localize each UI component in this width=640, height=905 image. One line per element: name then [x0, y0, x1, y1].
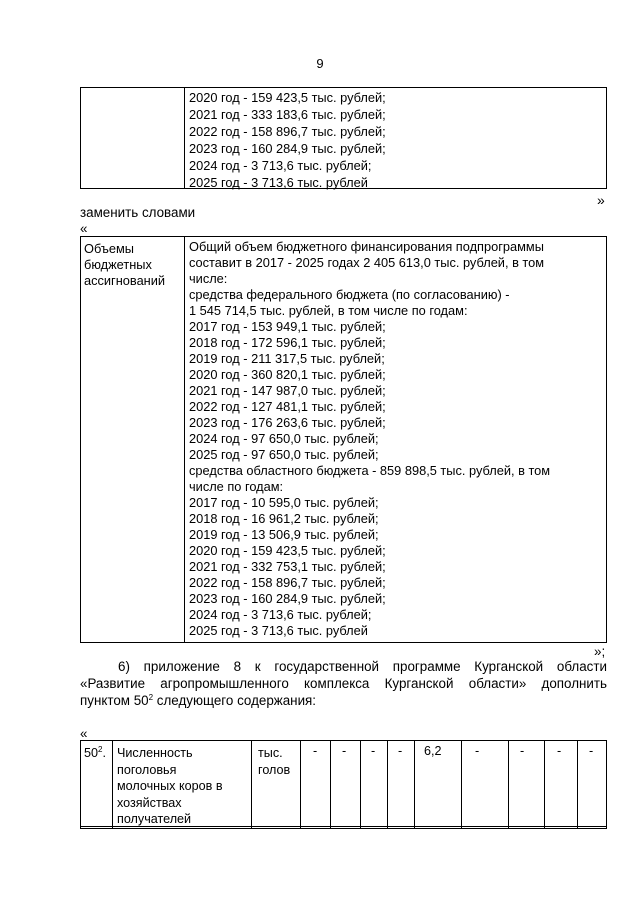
- col-divider: [300, 740, 301, 829]
- year-line: 2022 год - 127 481,1 тыс. рублей;: [189, 399, 386, 414]
- year-line: 2025 год - 97 650,0 тыс. рублей;: [189, 447, 379, 462]
- indicator-line: молочных коров в: [117, 779, 223, 793]
- text-line: 1 545 714,5 тыс. рублей, в том числе по годам:: [189, 303, 468, 318]
- col-divider: [387, 740, 388, 829]
- year-line: 2022 год - 158 896,7 тыс. рублей;: [189, 575, 386, 590]
- year-line: 2018 год - 172 596,1 тыс. рублей;: [189, 335, 386, 350]
- year-line: 2020 год - 159 423,5 тыс. рублей;: [189, 543, 386, 558]
- value-cell: -: [557, 744, 562, 758]
- amendment-paragraph: [80, 658, 607, 709]
- unit-line: тыс.: [258, 746, 283, 760]
- indicator-line: поголовья: [117, 762, 177, 777]
- paragraph-line: 6) приложение 8 к государственной программе Курганской области: [118, 659, 607, 674]
- table-left-cell: [84, 241, 165, 289]
- indicator-line: получателей: [117, 812, 192, 826]
- year-line: 2023 год - 160 284,9 тыс. рублей;: [189, 591, 386, 606]
- unit-cell: [258, 745, 290, 778]
- year-line: 2025 год - 3 713,6 тыс. рублей: [189, 175, 368, 190]
- col-divider: [360, 740, 361, 829]
- value-cell: -: [520, 744, 525, 758]
- year-line: 2017 год - 153 949,1 тыс. рублей;: [189, 319, 386, 334]
- opening-quote: «: [80, 726, 88, 741]
- col-divider: [414, 740, 415, 829]
- year-line: 2023 год - 160 284,9 тыс. рублей;: [189, 141, 386, 156]
- year-line: 2025 год - 3 713,6 тыс. рублей: [189, 623, 368, 638]
- col-divider: [112, 740, 113, 829]
- value-cell: -: [475, 744, 480, 758]
- label-line: бюджетных: [84, 257, 152, 272]
- year-line: 2021 год - 333 183,6 тыс. рублей;: [189, 107, 386, 122]
- year-line: 2022 год - 158 896,7 тыс. рублей;: [189, 124, 386, 139]
- year-line: 2024 год - 3 713,6 тыс. рублей;: [189, 607, 372, 622]
- unit-line: голов: [258, 762, 291, 777]
- col-divider: [577, 740, 578, 829]
- value-cell: -: [371, 744, 376, 758]
- year-line: 2020 год - 159 423,5 тыс. рублей;: [189, 90, 386, 105]
- col-divider: [330, 740, 331, 829]
- col-divider: [251, 740, 252, 829]
- year-line: 2019 год - 13 506,9 тыс. рублей;: [189, 527, 379, 542]
- row-number: $50^2$.: [84, 745, 106, 760]
- value-cell: -: [589, 744, 594, 758]
- value-cell: 6,2: [424, 744, 442, 758]
- col-divider: [461, 740, 462, 829]
- closing-quote-semicolon: »;: [594, 644, 606, 659]
- label-line: ассигнований: [84, 273, 166, 288]
- year-line: 2019 год - 211 317,5 тыс. рублей;: [189, 351, 385, 366]
- text-line: составит в 2017 - 2025 годах 2 405 613,0 тыс. рублей, в том: [189, 255, 545, 270]
- table-divider: [184, 87, 185, 189]
- text-line: числе:: [189, 271, 228, 286]
- replace-words-text: заменить словами: [80, 205, 196, 220]
- text-line: Общий объем бюджетного финансирования подпрограммы: [189, 239, 544, 254]
- value-cell: -: [342, 744, 347, 758]
- text-line: средства федерального бюджета (по согласованию) -: [189, 287, 510, 302]
- page-number: 9: [316, 56, 324, 71]
- year-line: 2021 год - 332 753,1 тыс. рублей;: [189, 559, 386, 574]
- paragraph-line: пунктом $50^2$ следующего содержания:: [80, 693, 317, 708]
- closing-quote: »: [597, 192, 605, 208]
- year-line: 2020 год - 360 820,1 тыс. рублей;: [189, 367, 386, 382]
- year-line: 2017 год - 10 595,0 тыс. рублей;: [189, 495, 379, 510]
- table-fragment-lines: [189, 89, 386, 191]
- paragraph-line: «Развитие агропромышленного комплекса Курганской области» дополнить: [80, 676, 607, 691]
- text-line: числе по годам:: [189, 479, 284, 494]
- opening-quote: «: [80, 221, 88, 236]
- table-divider: [184, 236, 185, 643]
- year-line: 2018 год - 16 961,2 тыс. рублей;: [189, 511, 379, 526]
- year-line: 2021 год - 147 987,0 тыс. рублей;: [189, 383, 386, 398]
- label-line: Объемы: [84, 241, 134, 256]
- table-right-cell: [189, 239, 550, 639]
- text-line: средства областного бюджета - 859 898,5 тыс. рублей, в том: [189, 463, 551, 478]
- year-line: 2024 год - 3 713,6 тыс. рублей;: [189, 158, 372, 173]
- value-cell: -: [398, 744, 403, 758]
- col-divider: [544, 740, 545, 829]
- col-divider: [508, 740, 509, 829]
- indicator-line: Численность: [117, 746, 193, 760]
- indicator-line: хозяйствах: [117, 795, 182, 810]
- year-line: 2024 год - 97 650,0 тыс. рублей;: [189, 431, 379, 446]
- value-cell: -: [313, 744, 318, 758]
- year-line: 2023 год - 176 263,6 тыс. рублей;: [189, 415, 386, 430]
- indicator-name: [117, 745, 223, 828]
